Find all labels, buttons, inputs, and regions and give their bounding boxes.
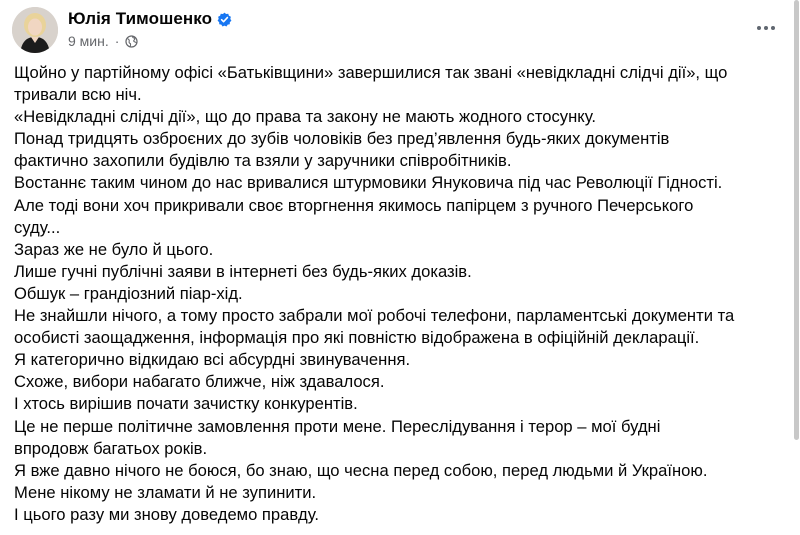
post-header <box>0 0 800 62</box>
meta-separator: · <box>114 33 120 49</box>
post-text-line: суду... <box>14 217 61 237</box>
post-text-line: Лише гучні публічні заяви в інтернеті без будь-яких доказів. <box>14 261 472 281</box>
post-text-line: Але тоді вони хоч прикривали своє вторгнення якимось папірцем з ручного Печерського <box>14 195 694 215</box>
more-dot <box>757 26 761 30</box>
post-text-line: «Невідкладні слідчі дії», що до права та закону не мають жодного стосунку. <box>14 107 596 127</box>
more-options-icon[interactable] <box>752 14 780 42</box>
post-text-line: особисті заощадження, інформація про які повністю відображена в офіційній декларації. <box>14 328 700 348</box>
scrollbar[interactable] <box>794 0 799 535</box>
post-text-line: Не знайшли нічого, а тому просто забрали мої робочі телефони, парламентські документи та <box>14 306 735 326</box>
post-body <box>14 62 784 526</box>
more-dot <box>771 26 775 30</box>
post-text-line: Мене нікому не зламати й не зупинити. <box>14 482 317 502</box>
post-text-line: Схоже, вибори набагато ближче, ніж здавалося. <box>14 372 385 392</box>
post-text-line: Це не перше політичне замовлення проти мене. Переслідування і терор – мої будні <box>14 416 661 436</box>
post-text-line: Понад тридцять озброєних до зубів чоловіків без пред’явлення будь-яких документів <box>14 129 670 149</box>
post-meta <box>68 32 138 50</box>
post-text-line: Обшук – грандіозний піар-хід. <box>14 283 243 303</box>
post-text-line: Я вже давно нічого не боюся, бо знаю, що чесна перед собою, перед людьми й Україною. <box>14 460 708 480</box>
post-text-line: фактично захопили будівлю та взяли у заручники співробітників. <box>14 151 512 171</box>
author-avatar[interactable] <box>12 7 58 53</box>
post-text-line: Щойно у партійному офісі «Батьківщини» завершилися так звані «невідкладні слідчі дії», що <box>14 63 728 82</box>
author-line <box>68 9 232 29</box>
post-text-line: впродовж багатьох років. <box>14 438 208 458</box>
more-dot <box>764 26 768 30</box>
avatar-image <box>12 7 58 53</box>
post-text-line: І хтось вирішив почати зачистку конкурентів. <box>14 394 358 414</box>
globe-icon[interactable] <box>125 35 138 48</box>
scrollbar-thumb[interactable] <box>794 0 799 440</box>
post-text-line: Я категорично відкидаю всі абсурдні звинувачення. <box>14 350 411 370</box>
post-text-line: тривали всю ніч. <box>14 85 142 105</box>
post-timestamp[interactable]: 9 мин. <box>68 33 109 49</box>
post-text-line: І цього разу ми знову доведемо правду. <box>14 504 319 524</box>
post-text-line: Зараз же не було й цього. <box>14 239 214 259</box>
post-text-line: Востаннє таким чином до нас вривалися штурмовики Януковича під час Революції Гідності. <box>14 173 723 193</box>
author-name[interactable]: Юлія Тимошенко <box>68 9 213 28</box>
verified-badge-icon <box>217 12 232 27</box>
